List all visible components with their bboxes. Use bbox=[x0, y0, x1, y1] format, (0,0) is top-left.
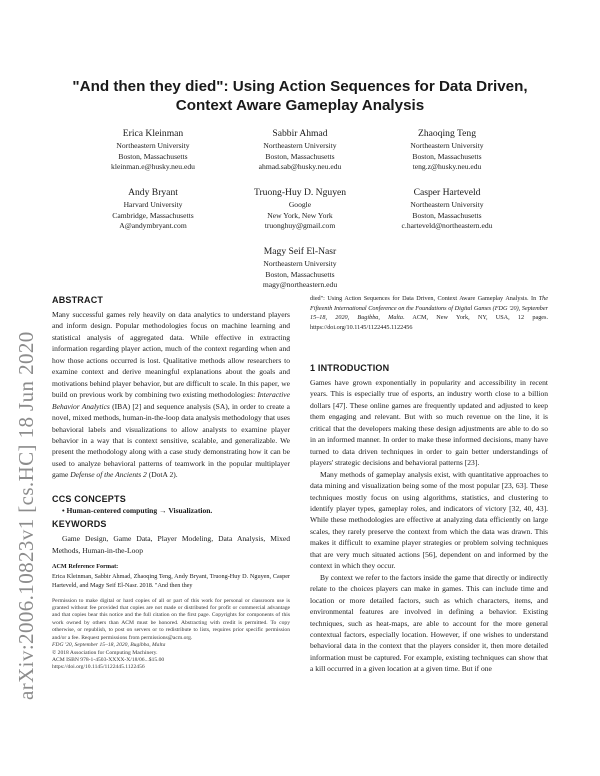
intro-paragraph-2: Many methods of gameplay analysis exist, with quantitative approaches to data mining and visualization being some of the most popular [23, 63]. These techniques mostly focus on using algorithms, statistics, and clustering to identify player types, gameplay roles, and indicators of victory [32, 40, 43]. While these methodologies are effective at analyzing data efficiently on large scales, they rarely preserve the context from which the data was drawn. This makes it difficult to examine player strategies or problem solving techniques that are very much situated actions [56], dependent on and informed by the context in which they occur. bbox=[310, 469, 548, 571]
proceedings-title: The Fifteenth International Conference on the Foundations of Digital Games (FDG '20), September 15–18, 2020, Bugibba, Malta bbox=[310, 295, 548, 321]
author-block bbox=[362, 127, 532, 173]
abstract-text-end: (DotA 2). bbox=[146, 470, 178, 480]
acm-reference-continued bbox=[310, 294, 548, 332]
left-column bbox=[52, 294, 290, 672]
author-name: Sabbir Ahmad bbox=[272, 128, 328, 139]
copyright-line: © 2018 Association for Computing Machinery. bbox=[52, 649, 158, 656]
author-email: magy@northeastern.edu bbox=[262, 280, 338, 290]
iba-term: Interactive Behavior Analytics bbox=[52, 390, 290, 411]
keywords-text: Game Design, Game Data, Player Modeling, Data Analysis, Mixed Methods, Human-in-the-Loop bbox=[52, 534, 290, 555]
author-email: kleinman.e@husky.neu.edu bbox=[111, 162, 195, 172]
abstract-text-middle: (IBA) [2] and sequence analysis (SA), in order to create a novel, mixed methods, human-in-the-loop data analysis methodology that uses behavioral labels and visualizations to allow analysts to examine player behavior in a way that is context sensitive, scalable, and generalizable. We present the methodology along with a case study demonstrating how it can be used to analyze behavioral patterns of teamwork in the popular multiplayer game bbox=[52, 401, 290, 480]
author-affiliation: Northeastern University bbox=[410, 141, 484, 150]
author-email: A@andymbryant.com bbox=[119, 221, 187, 231]
author-location: Boston, Massachusetts bbox=[265, 151, 335, 161]
author-affiliation: Northeastern University bbox=[263, 259, 337, 268]
author-name: Truong-Huy D. Nguyen bbox=[253, 187, 347, 198]
abstract-text bbox=[52, 309, 290, 481]
title-line-2: Context Aware Gameplay Analysis bbox=[175, 97, 425, 114]
introduction-heading: 1 INTRODUCTION bbox=[310, 363, 390, 373]
author-email: ahmad.sab@husky.neu.edu bbox=[258, 162, 342, 172]
author-block bbox=[362, 186, 532, 232]
isbn-line: ACM ISBN 978-1-4503-XXXX-X/18/06...$15.00 bbox=[52, 656, 165, 663]
title-line-1: "And then they died": Using Action Sequences for Data Driven, bbox=[72, 78, 528, 95]
reference-text-end: . ACM, New York, NY, USA, 12 pages. https://doi.org/10.1145/1122445.1122456 bbox=[310, 314, 548, 331]
game-title: Defense of the Ancients 2 bbox=[70, 470, 147, 480]
paper-title bbox=[52, 77, 548, 115]
author-location: Cambridge, Massachusetts bbox=[112, 210, 194, 220]
doi-link[interactable]: https://doi.org/10.1145/1122445.1122456 bbox=[52, 664, 145, 671]
ccs-item: • Human-centered computing → Visualization. bbox=[62, 505, 213, 515]
author-block bbox=[215, 127, 385, 173]
reference-text-start: died": Using Action Sequences for Data Driven, Context Aware Gameplay Analysis. In bbox=[310, 295, 539, 302]
author-affiliation: Northeastern University bbox=[263, 141, 337, 150]
author-location: Boston, Massachusetts bbox=[412, 210, 482, 220]
author-affiliation: Harvard University bbox=[123, 200, 183, 209]
keywords-heading: KEYWORDS bbox=[52, 519, 107, 530]
author-name: Zhaoqing Teng bbox=[417, 128, 477, 139]
abstract-heading: ABSTRACT bbox=[52, 295, 104, 305]
permission-notice: Permission to make digital or hard copies of all or part of this work for personal or classroom use is granted without fee provided that copies are not made or distributed for profit or commercial advantage and that copies bear this notice and the full citation on the first page. Copyrights for components of this work owned by others than ACM must be honored. Abstracting with credit is permitted. To copy otherwise, or republish, to post on servers or to redistribute to lists, requires prior specific permission and/or a fee. Request permissions from permissions@acm.org. bbox=[52, 597, 290, 641]
permission-block bbox=[52, 598, 290, 672]
author-location: Boston, Massachusetts bbox=[265, 269, 335, 279]
conference-venue: FDG '20, September 15–18, 2020, Bugibba, Malta bbox=[52, 642, 166, 649]
author-block bbox=[215, 186, 385, 232]
author-name: Casper Harteveld bbox=[413, 187, 481, 198]
author-email: teng.z@husky.neu.edu bbox=[412, 162, 482, 172]
author-block bbox=[68, 186, 238, 232]
arxiv-identifier-stamp: arXiv:2006.10823v1 [cs.HC] 18 Jun 2020 bbox=[14, 331, 38, 700]
acm-reference-heading: ACM Reference Format: bbox=[52, 563, 119, 571]
acm-reference-text: Erica Kleinman, Sabbir Ahmad, Zhaoqing Teng, Andy Bryant, Truong-Huy D. Nguyen, Casper Harteveld, and Magy Seif El-Nasr. 2018. "And then they bbox=[52, 572, 290, 590]
author-name: Andy Bryant bbox=[128, 187, 178, 198]
author-location: New York, New York bbox=[267, 210, 333, 220]
author-email: truonghuy@gmail.com bbox=[264, 221, 336, 231]
ccs-heading: CCS CONCEPTS bbox=[52, 493, 126, 504]
author-location: Boston, Massachusetts bbox=[118, 151, 188, 161]
author-name: Magy Seif El-Nasr bbox=[263, 246, 337, 257]
author-block bbox=[215, 245, 385, 291]
right-column bbox=[310, 294, 548, 675]
author-affiliation: Northeastern University bbox=[116, 141, 190, 150]
author-email: c.harteveld@northeastern.edu bbox=[401, 221, 493, 231]
intro-paragraph-1: Games have grown exponentially in popularity and accessibility in recent years. This is especially true of esports, an industry worth close to a billion dollars [47]. These online games are frequently updated and adjusted to keep them engaging and relevant. But with so much revenue on the line, it is critical that the developers making these design adjustments are able to do so in an informed manner. In order to make these informed decisions, many have turned to data driven techniques in order to gain better understandings of players' strategic decisions and behavioral patterns [23]. bbox=[310, 378, 548, 468]
author-location: Boston, Massachusetts bbox=[412, 151, 482, 161]
author-block bbox=[68, 127, 238, 173]
abstract-text-start: Many successful games rely heavily on data analytics to understand players and inform design. Popular methodologies focus on machine learning and statistical analysis of aggregated data. While effective in extracting information regarding player action, much of the context regarding when and how those actions occurred is lost. Qualitative methods allow researchers to examine context and derive meaningful explanations about the goals and motivations behind player behavior, but are difficult to scale. In this paper, we build on previous work by combining two existing methodologies: bbox=[52, 310, 290, 400]
author-affiliation: Northeastern University bbox=[410, 200, 484, 209]
intro-paragraph-3: By context we refer to the factors inside the game that directly or indirectly relate to the choices players can make in games. This can include time and location or more detailed factors, such as which characters, items, and environmental features are involved in defining a behavior. Existing techniques, such as heat-maps, are able to account for the more general contextual factors, especially location. However, if one wishes to understand behavioral data in the context that the players consider it, then more detailed information must be captured. For example, existing techniques can show that a kill occurred in a given location at a given time. But if one bbox=[310, 572, 548, 674]
author-name: Erica Kleinman bbox=[122, 128, 184, 139]
author-affiliation: Google bbox=[288, 200, 312, 209]
